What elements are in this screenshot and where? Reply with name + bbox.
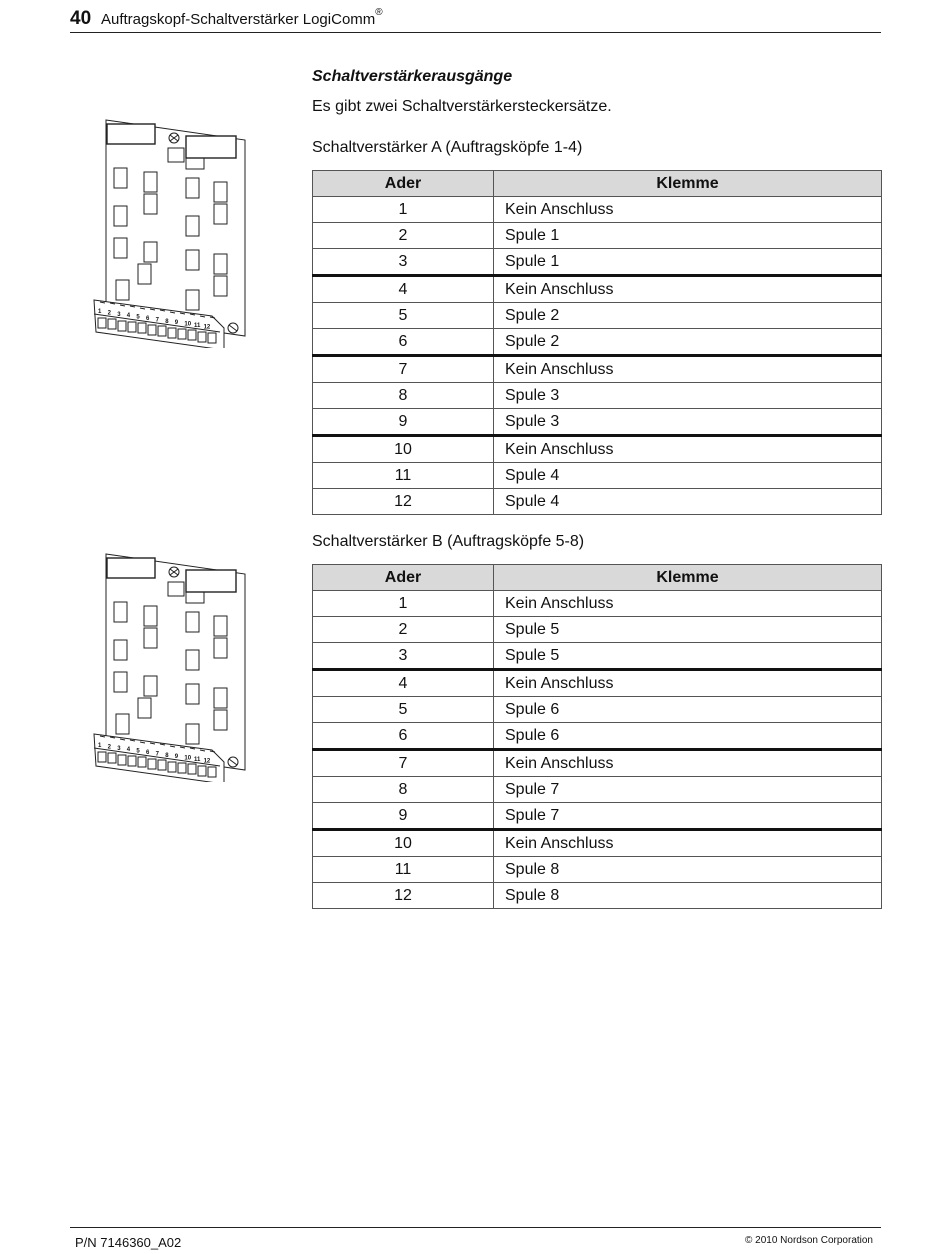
- table-row: [313, 830, 882, 857]
- copyright: © 2010 Nordson Corporation: [745, 1235, 873, 1246]
- circuit-board-illustration-a: [92, 118, 252, 348]
- terminal-number-label: 7: [155, 317, 159, 324]
- terminal-number-label: 3: [117, 311, 121, 318]
- klemme-cell: Spule 3: [494, 409, 882, 436]
- table-row: [313, 197, 882, 223]
- ader-cell: 7: [313, 750, 494, 777]
- terminal-number-label: 12: [203, 324, 211, 331]
- table-row: [313, 670, 882, 697]
- klemme-cell: Spule 8: [494, 857, 882, 883]
- table-row: [313, 489, 882, 515]
- terminal-number-label: 9: [174, 754, 179, 761]
- table-row: [313, 436, 882, 463]
- column-header-ader: Ader: [313, 171, 494, 197]
- table-row: [313, 723, 882, 750]
- terminal-number-label: 8: [165, 318, 169, 325]
- page-number: 40: [70, 8, 92, 29]
- terminal-number-label: 10: [184, 321, 192, 328]
- table-header-row: [313, 171, 882, 197]
- table-row: [313, 303, 882, 329]
- table-row: [313, 697, 882, 723]
- klemme-cell: Spule 5: [494, 617, 882, 643]
- ader-cell: 8: [313, 383, 494, 409]
- klemme-cell: Spule 4: [494, 463, 882, 489]
- klemme-cell: Kein Anschluss: [494, 670, 882, 697]
- table-row: [313, 750, 882, 777]
- terminal-number-label: 5: [136, 314, 140, 321]
- terminal-number-label: 7: [155, 751, 159, 758]
- table-row: [313, 857, 882, 883]
- klemme-cell: Spule 1: [494, 223, 882, 249]
- running-title-text: Auftragskopf-Schaltverstärker LogiComm: [101, 11, 376, 28]
- klemme-cell: Spule 1: [494, 249, 882, 276]
- table-row: [313, 223, 882, 249]
- table-row: [313, 356, 882, 383]
- running-title: [101, 7, 383, 28]
- table-row: [313, 643, 882, 670]
- table-row: [313, 409, 882, 436]
- pin-table-b: [312, 564, 882, 909]
- footer-rule: [70, 1227, 881, 1228]
- intro-text: Es gibt zwei Schaltverstärkersteckersätze.: [312, 98, 612, 115]
- ader-cell: 9: [313, 409, 494, 436]
- klemme-cell: Spule 6: [494, 723, 882, 750]
- ader-cell: 5: [313, 303, 494, 329]
- klemme-cell: Spule 7: [494, 777, 882, 803]
- klemme-cell: Kein Anschluss: [494, 750, 882, 777]
- ader-cell: 12: [313, 489, 494, 515]
- klemme-cell: Kein Anschluss: [494, 591, 882, 617]
- ader-cell: 3: [313, 249, 494, 276]
- klemme-cell: Kein Anschluss: [494, 830, 882, 857]
- pin-table-a: [312, 170, 882, 515]
- klemme-cell: Kein Anschluss: [494, 276, 882, 303]
- ader-cell: 1: [313, 197, 494, 223]
- table-row: [313, 803, 882, 830]
- ader-cell: 10: [313, 830, 494, 857]
- ader-cell: 7: [313, 356, 494, 383]
- page-header: [70, 6, 881, 33]
- ader-cell: 3: [313, 643, 494, 670]
- ader-cell: 6: [313, 329, 494, 356]
- ader-cell: 2: [313, 223, 494, 249]
- table-row: [313, 249, 882, 276]
- circuit-board-illustration-b: [92, 552, 252, 782]
- ader-cell: 2: [313, 617, 494, 643]
- table-row: [313, 276, 882, 303]
- ader-cell: 11: [313, 463, 494, 489]
- ader-cell: 4: [313, 670, 494, 697]
- ader-cell: 6: [313, 723, 494, 750]
- klemme-cell: Kein Anschluss: [494, 197, 882, 223]
- table-row: [313, 617, 882, 643]
- klemme-cell: Spule 3: [494, 383, 882, 409]
- klemme-cell: Spule 2: [494, 329, 882, 356]
- table-row: [313, 329, 882, 356]
- klemme-cell: Spule 4: [494, 489, 882, 515]
- terminal-number-label: 1: [98, 309, 102, 315]
- column-header-klemme: Klemme: [494, 565, 882, 591]
- part-number: P/N 7146360_A02: [75, 1235, 182, 1250]
- table-row: [313, 777, 882, 803]
- ader-cell: 12: [313, 883, 494, 909]
- ader-cell: 10: [313, 436, 494, 463]
- column-header-ader: Ader: [313, 565, 494, 591]
- terminal-number-label: 2: [107, 310, 111, 317]
- klemme-cell: Spule 6: [494, 697, 882, 723]
- terminal-number-label: 4: [126, 747, 131, 754]
- table-row: [313, 383, 882, 409]
- terminal-number-label: 3: [117, 745, 121, 752]
- terminal-number-label: 11: [194, 323, 201, 329]
- terminal-number-label: 10: [184, 755, 192, 762]
- table-row: [313, 463, 882, 489]
- klemme-cell: Spule 8: [494, 883, 882, 909]
- klemme-cell: Kein Anschluss: [494, 436, 882, 463]
- column-header-klemme: Klemme: [494, 171, 882, 197]
- terminal-number-label: 6: [146, 316, 150, 322]
- terminal-number-label: 11: [194, 757, 201, 763]
- table-row: [313, 591, 882, 617]
- ader-cell: 11: [313, 857, 494, 883]
- terminal-number-label: 4: [126, 313, 131, 320]
- table-header-row: [313, 565, 882, 591]
- ader-cell: 1: [313, 591, 494, 617]
- ader-cell: 5: [313, 697, 494, 723]
- ader-cell: 8: [313, 777, 494, 803]
- table-b-caption: Schaltverstärker B (Auftragsköpfe 5-8): [312, 533, 585, 550]
- terminal-number-label: 6: [146, 750, 150, 756]
- klemme-cell: Spule 2: [494, 303, 882, 329]
- registered-mark: ®: [375, 7, 383, 18]
- terminal-number-label: 5: [136, 748, 140, 755]
- terminal-number-label: 2: [107, 744, 111, 751]
- terminal-number-label: 1: [98, 743, 102, 749]
- table-row: [313, 883, 882, 909]
- terminal-number-label: 12: [203, 758, 211, 765]
- terminal-number-label: 8: [165, 752, 169, 759]
- section-heading: Schaltverstärkerausgänge: [312, 68, 513, 85]
- klemme-cell: Kein Anschluss: [494, 356, 882, 383]
- klemme-cell: Spule 5: [494, 643, 882, 670]
- ader-cell: 4: [313, 276, 494, 303]
- ader-cell: 9: [313, 803, 494, 830]
- table-a-caption: Schaltverstärker A (Auftragsköpfe 1-4): [312, 139, 583, 156]
- terminal-number-label: 9: [174, 320, 179, 327]
- klemme-cell: Spule 7: [494, 803, 882, 830]
